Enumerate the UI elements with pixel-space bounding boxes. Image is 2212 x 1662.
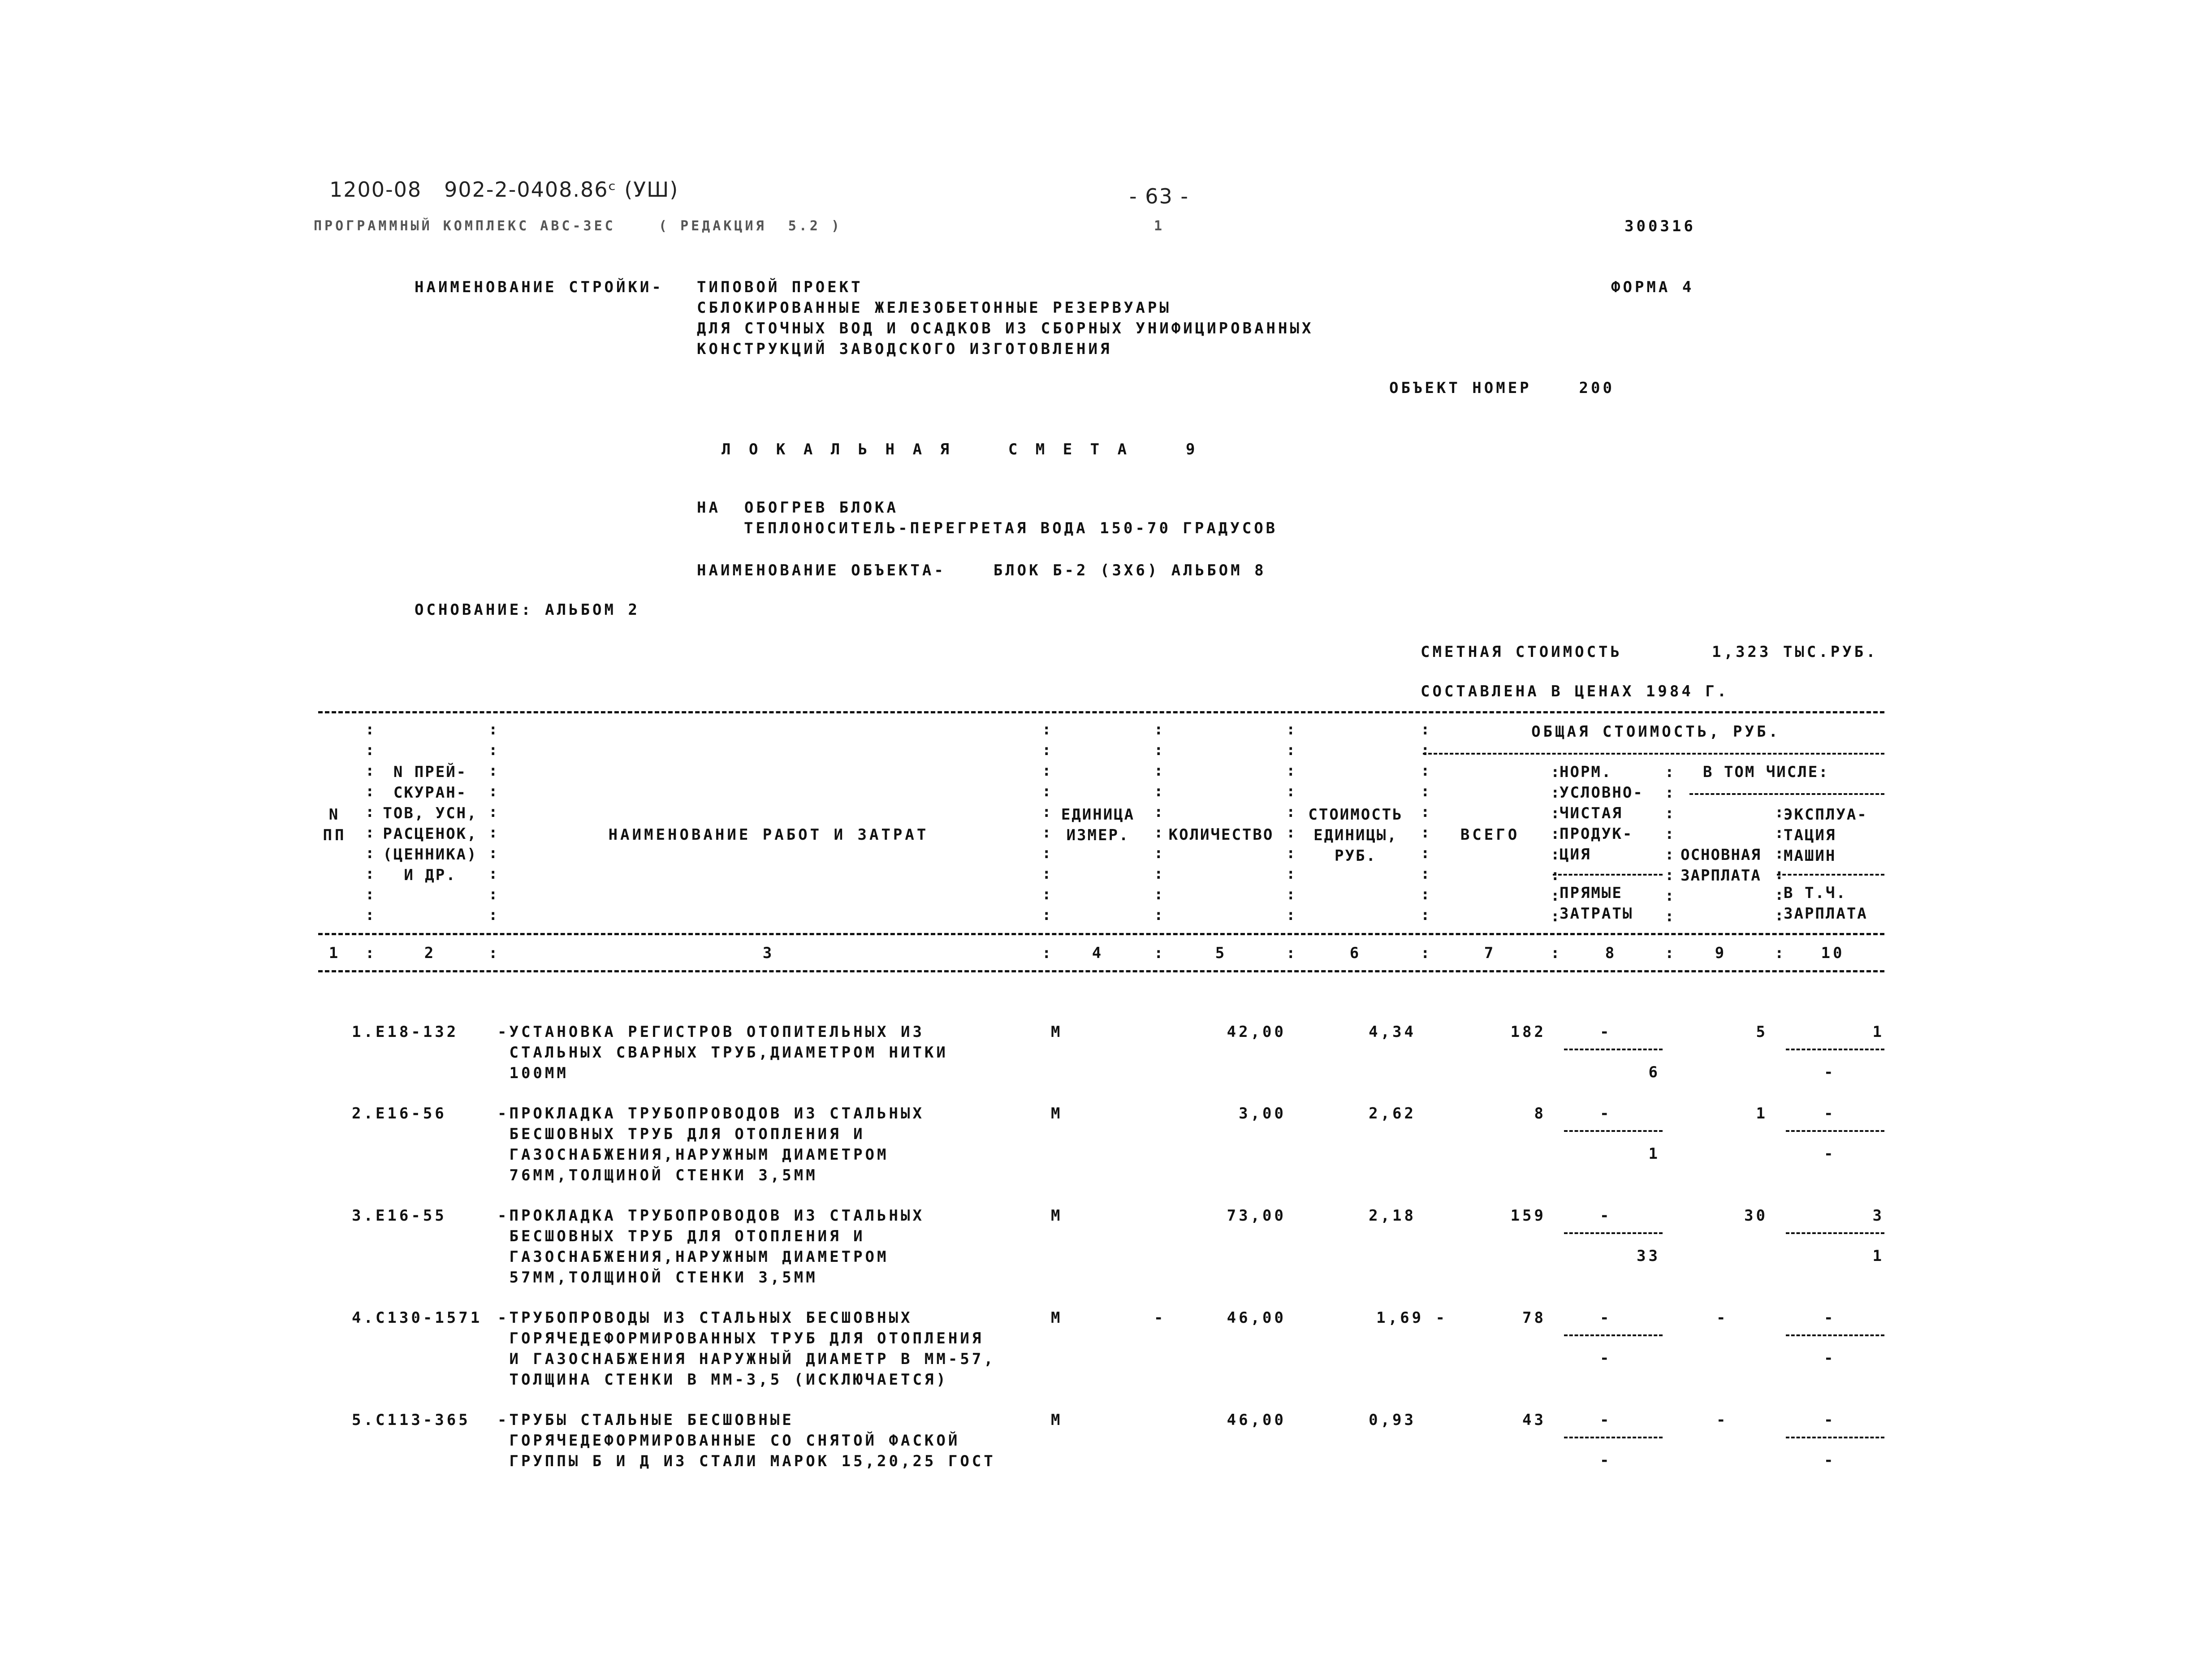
program-line: ПРОГРАММНЫЙ КОМПЛЕКС АВС-3ЕС ( РЕДАКЦИЯ 5.2 ) — [314, 218, 842, 234]
row-4-number: 4.С130-1571 — [352, 1309, 483, 1327]
estimate-on-line-2: ТЕПЛОНОСИТЕЛЬ-ПЕРЕГРЕТАЯ ВОДА 150-70 ГРАДУСОВ — [744, 519, 1278, 537]
row-3-col10-bottom: 1 — [1872, 1247, 1884, 1265]
row-4-col9: - — [1716, 1309, 1728, 1327]
row-2-col8-top: - — [1600, 1105, 1612, 1122]
row-1-name: -УСТАНОВКА РЕГИСТРОВ ОТОПИТЕЛЬНЫХ ИЗ СТАЛЬНЫХ СВАРНЫХ ТРУБ,ДИАМЕТРОМ НИТКИ 100ММ — [497, 1023, 948, 1082]
col-separator: : — [1154, 944, 1163, 962]
construction-line-3: ДЛЯ СТОЧНЫХ ВОД И ОСАДКОВ ИЗ СБОРНЫХ УНИФИЦИРОВАННЫХ — [697, 319, 1314, 337]
header-bottom-rule — [318, 933, 1884, 935]
row-4-name: -ТРУБОПРОВОДЫ ИЗ СТАЛЬНЫХ БЕСШОВНЫХ ГОРЯЧЕДЕФОРМИРОВАННЫХ ТРУБ ДЛЯ ОТОПЛЕНИЯ И ГАЗОСНАБЖЕНИЯ НАРУЖНЫЙ ДИАМЕТР В ММ-57, ТОЛЩИНА СТЕНКИ В ММ-3,5 (ИСКЛЮЧАЕТСЯ) — [497, 1309, 996, 1389]
row-3-col9: 30 — [1744, 1207, 1768, 1225]
col-separator: : — [365, 944, 375, 962]
incl-rule — [1689, 793, 1884, 795]
col-number-3: 3 — [762, 944, 775, 962]
row-4-col10-bottom: - — [1824, 1349, 1836, 1367]
header-col1: N ПП — [323, 806, 347, 844]
header-col2: N ПРЕЙ- СКУРАН- ТОВ, УСН, РАСЦЕНОК, (ЦЕННИКА) И ДР. — [383, 763, 478, 884]
header-col8-top: НОРМ. УСЛОВНО- ЧИСТАЯ ПРОДУК- ЦИЯ — [1560, 763, 1644, 863]
row-2-unit: М — [1051, 1105, 1063, 1122]
row-1-total: 182 — [1510, 1023, 1546, 1041]
header-col6: СТОИМОСТЬ ЕДИНИЦЫ, РУБ. — [1308, 806, 1403, 865]
header-col10-bottom: В Т.Ч. ЗАРПЛАТА — [1784, 884, 1868, 923]
row-5-col9: - — [1716, 1411, 1728, 1429]
row-5-unit: М — [1051, 1411, 1063, 1429]
col-separator: : : : : : : : : : : — [1421, 721, 1430, 924]
construction-line-4: КОНСТРУКЦИЙ ЗАВОДСКОГО ИЗГОТОВЛЕНИЯ — [697, 340, 1112, 358]
row-5-quantity: 46,00 — [1227, 1411, 1286, 1429]
col-separator: : : : : : : : : — [1665, 763, 1674, 925]
row-5-col10-top: - — [1824, 1411, 1836, 1429]
row-3-name: -ПРОКЛАДКА ТРУБОПРОВОДОВ ИЗ СТАЛЬНЫХ БЕСШОВНЫХ ТРУБ ДЛЯ ОТОПЛЕНИЯ И ГАЗОСНАБЖЕНИЯ,НАРУЖНЫМ ДИАМЕТРОМ 57ММ,ТОЛЩИНОЙ СТЕНКИ 3,5ММ — [497, 1207, 925, 1286]
row-2-unit-price: 2,62 — [1369, 1105, 1416, 1122]
row-3-number: 3.Е16-55 — [352, 1207, 447, 1225]
row-3-col8-rule — [1564, 1232, 1663, 1234]
row-5-name: -ТРУБЫ СТАЛЬНЫЕ БЕСШОВНЫЕ ГОРЯЧЕДЕФОРМИРОВАННЫЕ СО СНЯТОЙ ФАСКОЙ ГРУППЫ Б И Д ИЗ СТАЛИ МАРОК 15,20,25 ГОСТ — [497, 1411, 996, 1470]
col-number-5: 5 — [1215, 944, 1227, 962]
row-1-col8-top: - — [1600, 1023, 1612, 1041]
header-incl: В ТОМ ЧИСЛЕ: — [1703, 763, 1829, 781]
col-separator: : : : : : : : : : : — [1042, 721, 1051, 924]
row-2-total: 8 — [1534, 1105, 1546, 1122]
col-separator: : : : : : : : : : : — [1154, 721, 1163, 924]
row-2-name: -ПРОКЛАДКА ТРУБОПРОВОДОВ ИЗ СТАЛЬНЫХ БЕСШОВНЫХ ТРУБ ДЛЯ ОТОПЛЕНИЯ И ГАЗОСНАБЖЕНИЯ,НАРУЖНЫМ ДИАМЕТРОМ 76ММ,ТОЛЩИНОЙ СТЕНКИ 3,5ММ — [497, 1105, 925, 1184]
page-number: - 63 - — [1129, 184, 1189, 208]
col-separator: : : : : : : — [1775, 803, 1784, 924]
col-number-1: 1 — [328, 944, 341, 962]
row-2-quantity: 3,00 — [1239, 1105, 1286, 1122]
row-4-mark: - — [1154, 1309, 1166, 1327]
header-col10-top: ЭКСПЛУА- ТАЦИЯ МАШИН — [1784, 806, 1868, 865]
col-separator: : — [1286, 944, 1296, 962]
col-separator: : : : : : : : : — [1551, 763, 1560, 925]
estimate-on-line-1: НА ОБОГРЕВ БЛОКА — [697, 499, 899, 517]
row-1-col8-bottom: 6 — [1648, 1063, 1660, 1081]
column-number-rule — [318, 970, 1884, 972]
header-col8-bottom: ПРЯМЫЕ ЗАТРАТЫ — [1560, 884, 1633, 923]
col-number-8: 8 — [1605, 944, 1617, 962]
row-1-col8-rule — [1564, 1049, 1663, 1050]
header-total-group: ОБЩАЯ СТОИМОСТЬ, РУБ. — [1531, 723, 1780, 741]
row-4-col8-bottom: - — [1600, 1349, 1612, 1367]
row-5-col8-bottom: - — [1600, 1451, 1612, 1469]
sheet-number: 1 — [1154, 218, 1165, 234]
row-3-col8-bottom: 33 — [1637, 1247, 1660, 1265]
col-number-6: 6 — [1349, 944, 1362, 962]
col-separator: : : : : : : : : : : — [488, 721, 498, 924]
row-5-col10-rule — [1786, 1437, 1884, 1438]
row-1-col10-bottom: - — [1824, 1063, 1836, 1081]
construction-label: НАИМЕНОВАНИЕ СТРОЙКИ- — [415, 278, 664, 296]
header-col3: НАИМЕНОВАНИЕ РАБОТ И ЗАТРАТ — [608, 826, 929, 844]
total-group-rule — [1423, 753, 1884, 755]
row-2-col10-rule — [1786, 1130, 1884, 1132]
basis-line: ОСНОВАНИЕ: АЛЬБОМ 2 — [415, 601, 640, 619]
col8-split-rule — [1553, 874, 1663, 876]
row-4-total: 78 — [1522, 1309, 1546, 1327]
col-separator: : : : : : : : : : : — [365, 721, 375, 924]
row-5-col8-rule — [1564, 1437, 1663, 1438]
row-3-total: 159 — [1510, 1207, 1546, 1225]
row-3-unit-price: 2,18 — [1369, 1207, 1416, 1225]
row-3-col10-rule — [1786, 1232, 1884, 1234]
col-number-10: 10 — [1821, 944, 1845, 962]
row-1-col9: 5 — [1756, 1023, 1768, 1041]
col-number-9: 9 — [1715, 944, 1727, 962]
col-separator: : : : : : : : : : : — [1286, 721, 1296, 924]
col-number-4: 4 — [1092, 944, 1104, 962]
row-4-col10-rule — [1786, 1334, 1884, 1336]
row-5-number: 5.С113-365 — [352, 1411, 471, 1429]
estimated-cost-value: 1,323 ТЫС.РУБ. — [1712, 643, 1878, 661]
handwritten-document-code: 1200-08 902-2-0408.86ᶜ (УШ) — [329, 177, 679, 202]
row-1-unit: М — [1051, 1023, 1063, 1041]
col-separator: : — [1421, 944, 1430, 962]
row-3-quantity: 73,00 — [1227, 1207, 1286, 1225]
col-separator: : — [488, 944, 498, 962]
row-2-number: 2.Е16-56 — [352, 1105, 447, 1122]
col-number-2: 2 — [424, 944, 436, 962]
col-separator: : — [1665, 944, 1674, 962]
col10-split-rule — [1777, 874, 1884, 876]
estimate-title: Л О К А Л Ь Н А Я С М Е Т А 9 — [721, 440, 1200, 458]
construction-line-2: СБЛОКИРОВАННЫЕ ЖЕЛЕЗОБЕТОННЫЕ РЕЗЕРВУАРЫ — [697, 299, 1171, 317]
col-separator: : — [1775, 944, 1784, 962]
row-4-col8-top: - — [1600, 1309, 1612, 1327]
row-1-col10-rule — [1786, 1049, 1884, 1050]
row-4-unit: М — [1051, 1309, 1063, 1327]
object-name: НАИМЕНОВАНИЕ ОБЪЕКТА- БЛОК Б-2 (3Х6) АЛЬБОМ 8 — [697, 561, 1266, 579]
col-separator: : — [1551, 944, 1560, 962]
row-2-col10-bottom: - — [1824, 1145, 1836, 1163]
row-5-col10-bottom: - — [1824, 1451, 1836, 1469]
header-col4: ЕДИНИЦА ИЗМЕР. — [1061, 806, 1135, 844]
header-col7: ВСЕГО — [1460, 826, 1520, 844]
header-col5: КОЛИЧЕСТВО — [1168, 826, 1274, 844]
col-separator: : — [1042, 944, 1051, 962]
row-3-col8-top: - — [1600, 1207, 1612, 1225]
row-2-col9: 1 — [1756, 1105, 1768, 1122]
row-3-col10-top: 3 — [1872, 1207, 1884, 1225]
row-5-unit-price: 0,93 — [1369, 1411, 1416, 1429]
row-2-col10-top: - — [1824, 1105, 1836, 1122]
row-5-total: 43 — [1522, 1411, 1546, 1429]
row-4-col10-top: - — [1824, 1309, 1836, 1327]
document-code-right: 300316 — [1624, 217, 1696, 235]
row-4-quantity: 46,00 — [1227, 1309, 1286, 1327]
header-col9: ОСНОВНАЯ ЗАРПЛАТА — [1681, 846, 1761, 885]
table-top-rule — [318, 711, 1884, 713]
row-2-col8-rule — [1564, 1130, 1663, 1132]
estimated-cost-label: СМЕТНАЯ СТОИМОСТЬ — [1421, 643, 1622, 661]
price-level-line: СОСТАВЛЕНА В ЦЕНАХ 1984 Г. — [1421, 682, 1729, 700]
row-2-col8-bottom: 1 — [1648, 1145, 1660, 1163]
object-number: ОБЪЕКТ НОМЕР 200 — [1389, 379, 1615, 397]
row-1-quantity: 42,00 — [1227, 1023, 1286, 1041]
row-5-col8-top: - — [1600, 1411, 1612, 1429]
construction-line-1: ТИПОВОЙ ПРОЕКТ — [697, 278, 863, 296]
form-number: ФОРМА 4 — [1611, 278, 1694, 296]
row-1-col10-top: 1 — [1872, 1023, 1884, 1041]
row-1-number: 1.Е18-132 — [352, 1023, 459, 1041]
row-4-unit-price: 1,69 - — [1376, 1309, 1447, 1327]
row-3-unit: М — [1051, 1207, 1063, 1225]
row-1-unit-price: 4,34 — [1369, 1023, 1416, 1041]
row-4-col8-rule — [1564, 1334, 1663, 1336]
col-number-7: 7 — [1484, 944, 1496, 962]
